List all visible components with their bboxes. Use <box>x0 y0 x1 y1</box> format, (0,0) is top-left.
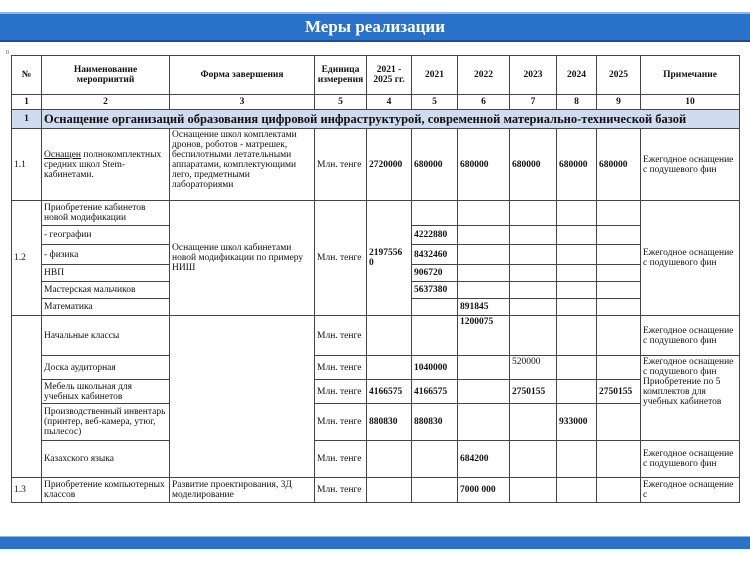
col-number: 4 <box>367 95 412 110</box>
row-name: Казахского языка <box>42 441 170 478</box>
row-2025: 2750155 <box>597 380 641 404</box>
row-total: 880830 <box>367 404 412 441</box>
row-total <box>367 356 412 380</box>
row-unit: Млн. тенге <box>315 201 367 316</box>
row-number: 1.2 <box>12 201 42 316</box>
row-total <box>367 441 412 478</box>
row-name: Математика <box>42 299 170 316</box>
row-2024 <box>557 299 597 316</box>
row-2025 <box>597 404 641 441</box>
row-2024 <box>557 245 597 265</box>
row-note: Ежегодное оснащение с подушевого фин <box>641 441 740 478</box>
row-2025 <box>597 316 641 356</box>
row-2021 <box>412 441 458 478</box>
row-2024 <box>557 265 597 282</box>
measures-table-container <box>11 55 739 503</box>
table-row-primary <box>12 316 740 356</box>
row-2023 <box>510 441 557 478</box>
row-2024 <box>557 441 597 478</box>
row-name: Доска аудиторная <box>42 356 170 380</box>
slide-title: Меры реализации <box>304 17 446 36</box>
row-form: Оснащение школ комплектами дронов, роботов - матрешек, беспилотными летательными аппаратами, комплектующими лего, предметными лабораториями <box>170 129 315 201</box>
row-form <box>170 316 315 478</box>
section-number: 1 <box>12 110 42 129</box>
row-2022: 7000 000 <box>458 478 510 503</box>
row-note: Ежегодное оснащение с подушевого фин <box>641 129 740 201</box>
row-name: Приобретение кабинетов новой модификации <box>42 201 170 226</box>
row-2021 <box>412 316 458 356</box>
row-2025 <box>597 356 641 380</box>
row-2023 <box>510 245 557 265</box>
row-2023 <box>510 226 557 245</box>
table-row-board <box>12 356 740 380</box>
row-2024 <box>557 282 597 299</box>
slide-bottom-bar <box>0 536 750 549</box>
col-number: 10 <box>641 95 740 110</box>
row-note: Ежегодное оснащение с подушевого фин <box>641 201 740 316</box>
row-2023 <box>510 316 557 356</box>
row-2023 <box>510 282 557 299</box>
row-2025: 680000 <box>597 129 641 201</box>
row-2022 <box>458 265 510 282</box>
row-name: Мастерская мальчиков <box>42 282 170 299</box>
col-number: 1 <box>12 95 42 110</box>
page-mark: 0 <box>6 50 9 56</box>
header-2023: 2023 <box>510 56 557 95</box>
row-2023: 520000 <box>510 356 557 380</box>
table-row-furniture <box>12 380 740 404</box>
row-2022 <box>458 356 510 380</box>
row-2022: 684200 <box>458 441 510 478</box>
column-number-row <box>12 95 740 110</box>
header-total: 2021 - 2025 гг. <box>367 56 412 95</box>
row-2021 <box>412 478 458 503</box>
row-2023 <box>510 404 557 441</box>
row-2022: 680000 <box>458 129 510 201</box>
col-number: 5 <box>412 95 458 110</box>
col-number: 9 <box>597 95 641 110</box>
row-2024 <box>557 316 597 356</box>
row-unit: Млн. тенге <box>315 316 367 356</box>
row-2024: 933000 <box>557 404 597 441</box>
row-2025 <box>597 226 641 245</box>
row-2025 <box>597 478 641 503</box>
row-2021: 680000 <box>412 129 458 201</box>
row-number <box>12 316 42 478</box>
row-name: Производственный инвентарь (принтер, веб-камера, утюг, пылесос) <box>42 404 170 441</box>
row-2023 <box>510 265 557 282</box>
section-title: Оснащение организаций образования цифровой инфраструктурой, современной материально-технической базой <box>42 110 740 129</box>
row-2025 <box>597 299 641 316</box>
row-2023 <box>510 201 557 226</box>
row-2025 <box>597 201 641 226</box>
header-2022: 2022 <box>458 56 510 95</box>
row-name-underlined: Оснащен <box>44 149 81 160</box>
row-name: Мебель школьная для учебных кабинетов <box>42 380 170 404</box>
row-2021: 8432460 <box>412 245 458 265</box>
row-total: 2720000 <box>367 129 412 201</box>
header-note: Примечание <box>641 56 740 95</box>
row-2022 <box>458 380 510 404</box>
row-2021: 1040000 <box>412 356 458 380</box>
row-2023: 2750155 <box>510 380 557 404</box>
row-2021: 5637380 <box>412 282 458 299</box>
table-row-1-1 <box>12 129 740 201</box>
col-number: 8 <box>557 95 597 110</box>
row-2023 <box>510 299 557 316</box>
row-2024 <box>557 201 597 226</box>
header-unit: Единица измерения <box>315 56 367 95</box>
row-note: Ежегодное оснащение с <box>641 478 740 503</box>
row-form: Оснащение школ кабинетами новой модификации по примеру НИШ <box>170 201 315 316</box>
row-2021: 4222880 <box>412 226 458 245</box>
row-form: Развитие проектирования, 3Д моделирование <box>170 478 315 503</box>
row-unit: Млн. тенге <box>315 129 367 201</box>
header-num: № <box>12 56 42 95</box>
row-name: - физика <box>42 245 170 265</box>
row-2024: 680000 <box>557 129 597 201</box>
row-note: Ежегодное оснащение с подушевого фин Приобретение по 5 комплектов для учебных кабинетов <box>641 356 740 441</box>
row-total: 4166575 <box>367 380 412 404</box>
row-total: 2197556 0 <box>367 201 412 316</box>
row-2024 <box>557 356 597 380</box>
row-name <box>42 129 170 201</box>
row-2022: 891845 <box>458 299 510 316</box>
row-2023: 680000 <box>510 129 557 201</box>
row-2022 <box>458 226 510 245</box>
row-2024 <box>557 478 597 503</box>
measures-table <box>11 55 740 503</box>
row-2024 <box>557 380 597 404</box>
row-2023 <box>510 478 557 503</box>
row-2022 <box>458 245 510 265</box>
row-2025 <box>597 245 641 265</box>
header-2021: 2021 <box>412 56 458 95</box>
row-name: - географии <box>42 226 170 245</box>
header-2025: 2025 <box>597 56 641 95</box>
col-number: 5 <box>315 95 367 110</box>
row-total <box>367 478 412 503</box>
row-2025 <box>597 441 641 478</box>
header-name: Наименование мероприятий <box>42 56 170 95</box>
section-row <box>12 110 740 129</box>
row-name-rest: полнокомплектных средних школ Stem-кабинетами. <box>44 149 162 180</box>
row-2021 <box>412 299 458 316</box>
slide-title-bar <box>0 12 750 42</box>
row-name: Начальные классы <box>42 316 170 356</box>
row-note: Ежегодное оснащение с подушевого фин <box>641 316 740 356</box>
col-number: 6 <box>458 95 510 110</box>
col-number: 2 <box>42 95 170 110</box>
table-row-inventory <box>12 404 740 441</box>
row-total <box>367 316 412 356</box>
row-2022 <box>458 201 510 226</box>
row-2022: 1200075 <box>458 316 510 356</box>
row-number: 1.3 <box>12 478 42 503</box>
col-number: 3 <box>170 95 315 110</box>
row-unit: Млн. тенге <box>315 404 367 441</box>
table-row-1-3 <box>12 478 740 503</box>
row-2021: 4166575 <box>412 380 458 404</box>
row-2022 <box>458 282 510 299</box>
row-unit: Млн. тенге <box>315 380 367 404</box>
header-form: Форма завершения <box>170 56 315 95</box>
row-2025 <box>597 282 641 299</box>
row-name: Приобретение компьютерных классов <box>42 478 170 503</box>
row-2024 <box>557 226 597 245</box>
row-2021: 906720 <box>412 265 458 282</box>
row-number: 1.1 <box>12 129 42 201</box>
row-2022 <box>458 404 510 441</box>
row-name: НВП <box>42 265 170 282</box>
row-2025 <box>597 265 641 282</box>
table-row-1-2 <box>12 201 740 226</box>
col-number: 7 <box>510 95 557 110</box>
header-row <box>12 56 740 95</box>
row-unit: Млн. тенге <box>315 356 367 380</box>
row-2021: 880830 <box>412 404 458 441</box>
header-2024: 2024 <box>557 56 597 95</box>
table-row-kazakh <box>12 441 740 478</box>
row-unit: Млн. тенге <box>315 478 367 503</box>
row-2021 <box>412 201 458 226</box>
row-unit: Млн. тенге <box>315 441 367 478</box>
